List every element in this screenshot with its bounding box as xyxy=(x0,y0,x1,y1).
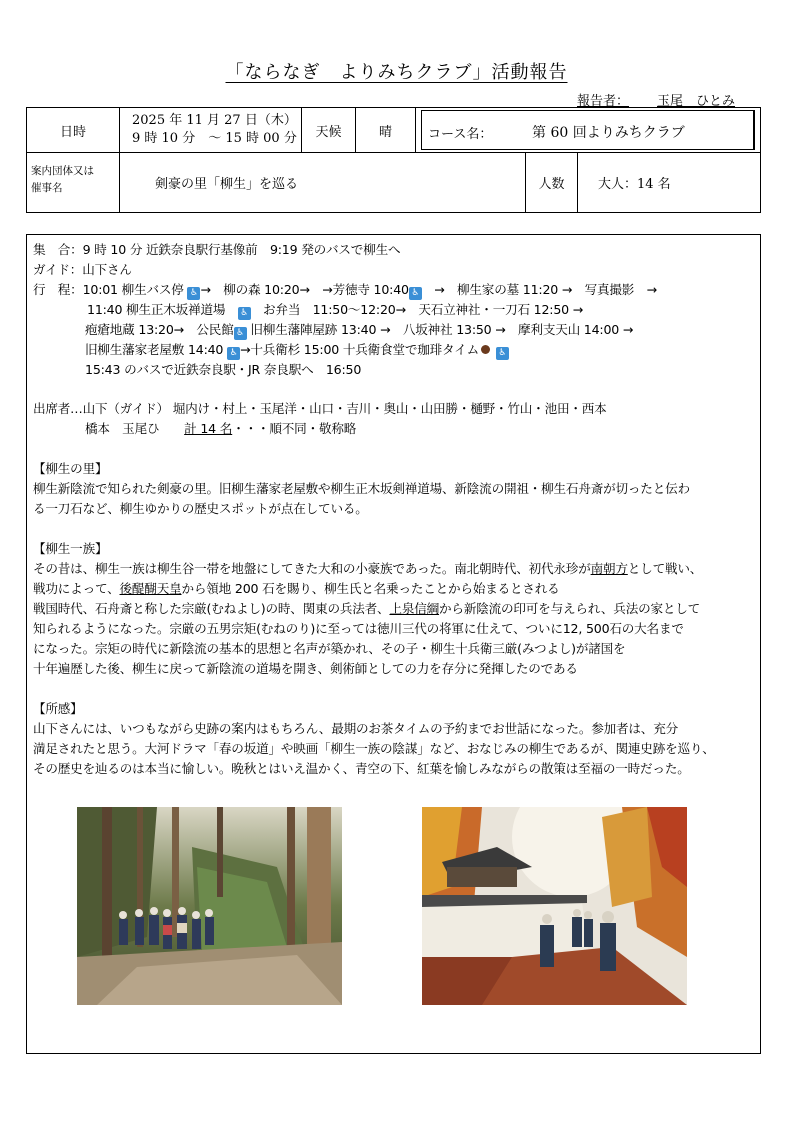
weather-value-cell: 晴 xyxy=(355,107,416,153)
section-impressions-line: 満足されたと思う。大河ドラマ「春の坂道」や映画「柳生一族の陰謀」など、おなじみの柳生であるが、関連史跡を巡り、 xyxy=(33,741,715,756)
restroom-icon: ♿ xyxy=(187,287,200,300)
meeting-line: 集 合：9 時 10 分 近鉄奈良駅行基像前 9:19 発のバスで柳生へ xyxy=(33,242,401,257)
course-value: 第 60 回よりみちクラブ xyxy=(532,125,685,141)
header-table xyxy=(26,107,761,213)
course-cell xyxy=(415,107,761,153)
guide-line: ガイド：山下さん xyxy=(33,262,132,277)
route-line-4: 旧柳生藩家老屋敷 14:40 ♿ →十兵衛杉 15:00 十兵衛食堂で珈琲タイム ♿ xyxy=(85,339,509,360)
date-line-2: 9 時 10 分 ～ 15 時 00 分 xyxy=(132,131,297,146)
report-title: 「ならなぎ よりみちクラブ」活動報告 xyxy=(225,62,568,83)
section-yagyu-clan-line: 十年遍歴した後、柳生に戻って新陰流の道場を開き、剣術師としての力を存分に発揮したのである xyxy=(33,661,578,676)
restroom-icon: ♿ xyxy=(409,287,422,300)
section-yagyu-clan-title: 【柳生一族】 xyxy=(33,541,108,556)
route-line-2: 11:40 柳生正木坂禅道場 ♿ お弁当 11:50～12:20→ 天石立神社・一刀石 12:50 → xyxy=(87,302,584,318)
course-inner-box xyxy=(421,110,755,150)
date-value-cell xyxy=(119,107,302,153)
section-impressions-title: 【所感】 xyxy=(33,701,83,716)
people-value-cell: 大人：14 名 xyxy=(577,152,761,213)
section-yagyu-clan-line: その昔は、柳生一族は柳生谷一帯を地盤にしてきた大和の小豪族であった。南北朝時代、初代永珍が南朝方として戦い、 xyxy=(33,561,703,576)
section-impressions-line: 山下さんには、いつもながら史跡の案内はもちろん、最期のお茶タイムの予約までお世話になった。参加者は、充分 xyxy=(33,721,678,736)
section-impressions-line: その歴史を辿るのは本当に愉しい。晩秋とはいえ温かく、青空の下、紅葉を愉しみながらの散策は至福の一時だった。 xyxy=(33,761,690,776)
section-yagyu-clan-line: 戦国時代、石舟斎と称した宗厳(むねよし)の時、関東の兵法者、上泉信綱から新陰流の印可を与えられ、兵法の家として xyxy=(33,601,701,616)
photo-autumn-lane xyxy=(422,807,687,1005)
photo-forest-walk xyxy=(77,807,342,1005)
restroom-icon: ♿ xyxy=(238,307,251,320)
restroom-icon: ♿ xyxy=(227,347,240,360)
section-yagyu-clan-line: 戦功によって、後醍醐天皇から領地 200 石を賜り、柳生氏と名乗ったことから始まるとされる xyxy=(33,581,560,596)
attendees-line-2: 橋本 玉尾ひ 計 14 名・・・順不同・敬称略 xyxy=(85,421,357,436)
photo-autumn-lane-image xyxy=(422,807,687,1005)
restroom-icon: ♿ xyxy=(234,327,247,340)
restroom-icon: ♿ xyxy=(496,347,509,360)
weather-label-cell: 天候 xyxy=(301,107,356,153)
people-label-cell: 人数 xyxy=(525,152,578,213)
section-yagyu-no-sato-title: 【柳生の里】 xyxy=(33,461,108,476)
group-value-cell: 剣豪の里「柳生」を巡る xyxy=(119,152,526,213)
date-label-cell: 日時 xyxy=(26,107,120,153)
route-line-5: 15:43 のバスで近鉄奈良駅・JR 奈良駅へ 16:50 xyxy=(85,362,362,377)
photo-forest-walk-image xyxy=(77,807,342,1005)
date-line-1: 2025 年 11 月 27 日（木） xyxy=(132,113,297,128)
report-body xyxy=(26,234,761,1054)
section-yagyu-no-sato-line: 柳生新陰流で知られた剣豪の里。旧柳生藩家老屋敷や柳生正木坂剣禅道場、新陰流の開祖・柳生石舟斎が切ったと伝わ xyxy=(33,481,690,496)
group-label-cell: 案内団体又は 催事名 xyxy=(26,152,120,213)
reporter-label: 報告者： xyxy=(577,94,630,109)
section-yagyu-clan-line: になった。宗矩の時代に新陰流の基本的思想と名声が築かれ、その子・柳生十兵衛三厳(みつよし)が諸国を xyxy=(33,641,626,656)
route-line-3: 疱瘡地蔵 13:20→ 公民館 ♿ 旧柳生藩陣屋跡 13:40 → 八坂神社 13:50 → 摩利支天山 14:00 → xyxy=(85,322,634,338)
course-label: コース名： xyxy=(428,127,493,142)
section-yagyu-no-sato-line: る一刀石など、柳生ゆかりの歴史スポットが点在している。 xyxy=(33,501,368,516)
route-line-1: 行 程：10:01 柳生バス停 ♿ → 柳の森 10:20→ →芳徳寺 10:40 ♿ → 柳生家の墓 11:20 → 写真撮影 → xyxy=(33,282,657,298)
attendees-line-1: 出席者…山下（ガイド） 堀内け・村上・玉尾洋・山口・吉川・奥山・山田勝・樋野・竹山・池田・西本 xyxy=(33,401,607,416)
reporter-name: 玉尾 ひとみ xyxy=(657,94,736,109)
coffee-icon xyxy=(481,345,490,354)
section-yagyu-clan-line: 知られるようになった。宗厳の五男宗矩(むねのり)に至っては徳川三代の将軍に仕えて、ついに12, 500石の大名まで xyxy=(33,621,684,636)
